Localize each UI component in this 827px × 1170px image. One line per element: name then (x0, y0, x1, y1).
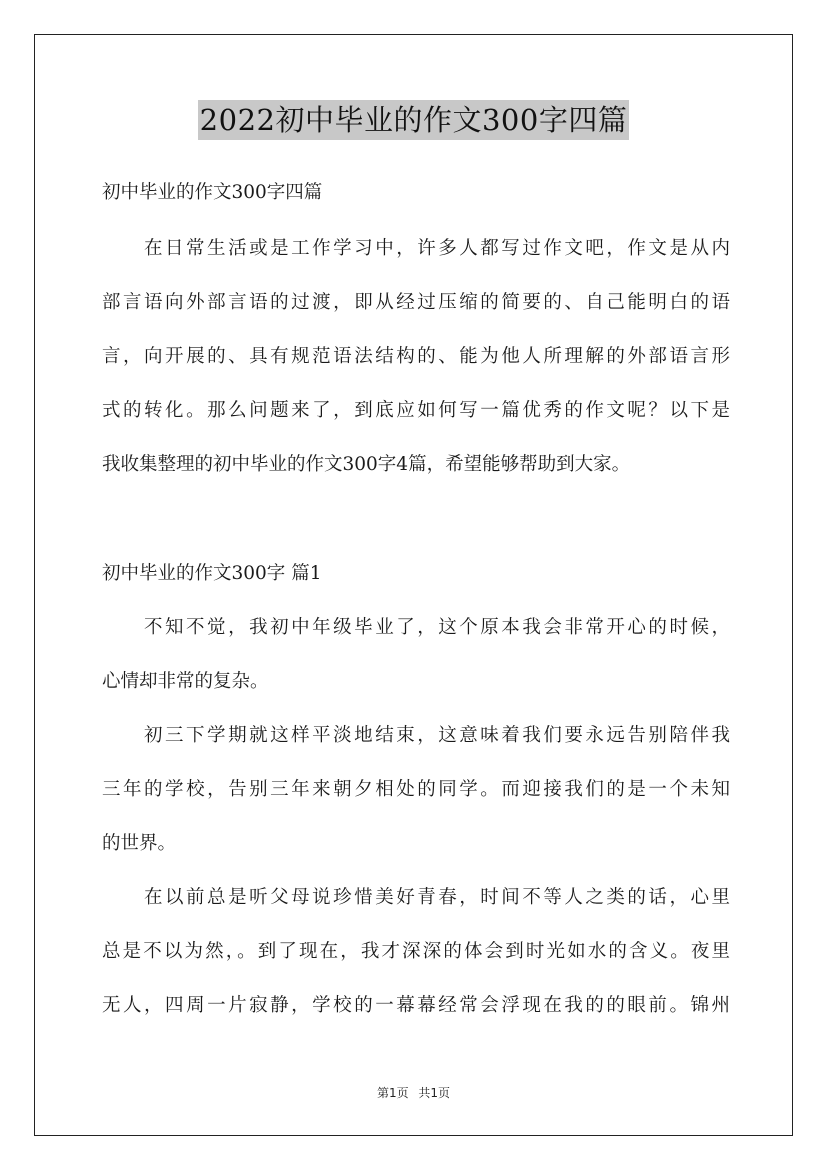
title-container (0, 100, 827, 140)
paragraph-line: 在以前总是听父母说珍惜美好青春，时间不等人之类的话，心里 (144, 887, 730, 908)
page-number: 第1页 (376, 1086, 409, 1100)
intro-line: 部言语向外部言语的过渡，即从经过压缩的简要的、自己能明白的语 (102, 292, 730, 313)
paragraph-line: 不知不觉，我初中年级毕业了，这个原本我会非常开心的时候， (144, 617, 730, 638)
page-footer (0, 1084, 827, 1101)
section-heading: 初中毕业的作文300字 篇1 (102, 563, 322, 584)
paragraph-line: 心情却非常的复杂。 (102, 671, 269, 692)
intro-line: 式的转化。那么问题来了，到底应如何写一篇优秀的作文呢？以下是 (102, 400, 730, 421)
paragraph-line: 三年的学校，告别三年来朝夕相处的同学。而迎接我们的是一个未知 (102, 779, 730, 800)
intro-line: 我收集整理的初中毕业的作文300字4篇，希望能够帮助到大家。 (102, 454, 631, 475)
page-total: 共1页 (418, 1086, 451, 1100)
document-subtitle: 初中毕业的作文300字四篇 (102, 182, 323, 203)
document-title: 2022初中毕业的作文300字四篇 (198, 100, 630, 140)
paragraph-line: 总是不以为然，。到了现在，我才深深的体会到时光如水的含义。夜里 (102, 941, 730, 962)
intro-line: 在日常生活或是工作学习中，许多人都写过作文吧，作文是从内 (144, 238, 730, 259)
intro-line: 言，向开展的、具有规范语法结构的、能为他人所理解的外部语言形 (102, 346, 730, 367)
paragraph-line: 无人，四周一片寂静，学校的一幕幕经常会浮现在我的的眼前。锦州 (102, 995, 730, 1016)
paragraph-line: 初三下学期就这样平淡地结束，这意味着我们要永远告别陪伴我 (144, 725, 730, 746)
paragraph-line: 的世界。 (102, 833, 177, 854)
